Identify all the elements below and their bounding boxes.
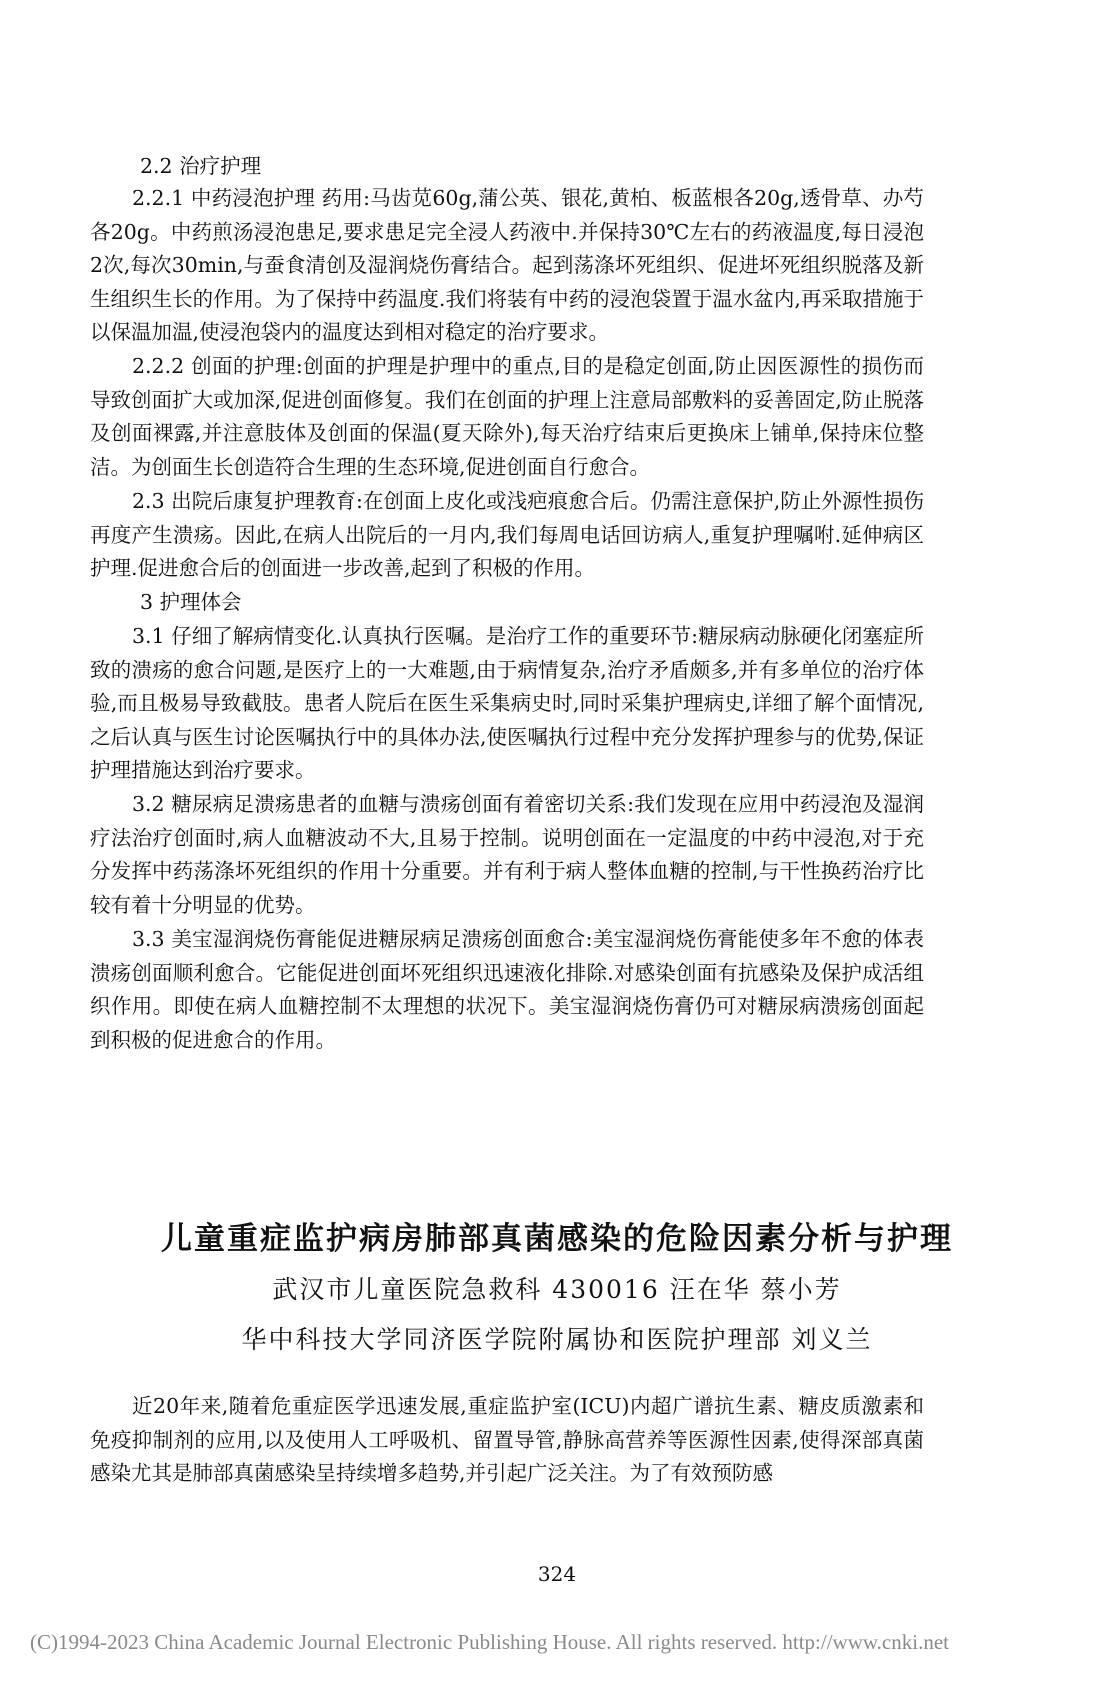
paragraph-3-1: 3.1 仔细了解病情变化.认真执行医嘱。是治疗工作的重要环节:糖尿病动脉硬化闭塞症所致的溃疡的愈合问题,是医疗上的一大难题,由于病情复杂,治疗矛盾颇多,并有多单位的治疗体验,而且极易导致截肢。患者人院后在医生采集病史时,同时采集护理病史,详细了解个面情况,之后认真与医生讨论医嘱执行中的具体办法,使医嘱执行过程中充分发挥护理参与的优势,保证护理措施达到治疗要求。 bbox=[90, 624, 924, 782]
section-heading-2-2: 2.2 治疗护理 bbox=[140, 154, 262, 178]
paragraph-2-3: 2.3 出院后康复护理教育:在创面上皮化或浅疤痕愈合后。仍需注意保护,防止外源性损伤再度产生溃疡。因此,在病人出院后的一月内,我们每周电话回访病人,重复护理嘱咐.延伸病区护理.促进愈合后的创面进一步改善,起到了积极的作用。 bbox=[90, 489, 924, 580]
paragraph-2-2-2: 2.2.2 创面的护理:创面的护理是护理中的重点,目的是稳定创面,防止因医源性的损伤而导致创面扩大或加深,促进创面修复。我们在创面的护理上注意局部敷料的妥善固定,防止脱落及创面裸露,并注意肢体及创面的保温(夏天除外),每天治疗结束后更换床上铺单,保持床位整洁。为创面生长创造符合生理的生态环境,促进创面自行愈合。 bbox=[90, 354, 924, 479]
article-title: 儿童重症监护病房肺部真菌感染的危险因素分析与护理 bbox=[161, 1221, 953, 1257]
copyright-footer: (C)1994-2023 China Academic Journal Electronic Publishing House. All rights reserved. http://www.cnki.net bbox=[30, 1630, 949, 1654]
page-number: 324 bbox=[537, 1562, 577, 1586]
author-line-2: 华中科技大学同济医学院附属协和医院护理部 刘义兰 bbox=[241, 1325, 873, 1354]
section-heading-3: 3 护理体会 bbox=[140, 590, 242, 614]
author-line-1: 武汉市儿童医院急救科 430016 汪在华 蔡小芳 bbox=[272, 1275, 842, 1304]
paragraph-3-2: 3.2 糖尿病足溃疡患者的血糖与溃疡创面有着密切关系:我们发现在应用中药浸泡及湿润疗法治疗创面时,病人血糖波动不大,且易于控制。说明创面在一定温度的中药中浸泡,对于充分发挥中药荡涤坏死组织的作用十分重要。并有利于病人整体血糖的控制,与干性换药治疗比较有着十分明显的优势。 bbox=[90, 792, 924, 917]
article-intro: 近20年来,随着危重症医学迅速发展,重症监护室(ICU)内超广谱抗生素、糖皮质激素和免疫抑制剂的应用,以及使用人工呼吸机、留置导管,静脉高营养等医源性因素,使得深部真菌感染尤其是肺部真菌感染呈持续增多趋势,并引起广泛关注。为了有效预防感 bbox=[90, 1394, 924, 1485]
paragraph-3-3: 3.3 美宝湿润烧伤膏能促进糖尿病足溃疡创面愈合:美宝湿润烧伤膏能使多年不愈的体表溃疡创面顺利愈合。它能促进创面坏死组织迅速液化排除.对感染创面有抗感染及保护成活组织作用。即使在病人血糖控制不太理想的状况下。美宝湿润烧伤膏仍可对糖尿病溃疡创面起到积极的促进愈合的作用。 bbox=[90, 927, 924, 1052]
paragraph-2-2-1: 2.2.1 中药浸泡护理 药用:马齿苋60g,蒲公英、银花,黄柏、板蓝根各20g,透骨草、办芍各20g。中药煎汤浸泡患足,要求患足完全浸人药液中.并保持30℃左右的药液温度,每日浸泡2次,每次30min,与蚕食清创及湿润烧伤膏结合。起到荡涤坏死组织、促进坏死组织脱落及新生组织生长的作用。为了保持中药温度.我们将装有中药的浸泡袋置于温水盆内,再采取措施于以保温加温,使浸泡袋内的温度达到相对稳定的治疗要求。 bbox=[90, 186, 924, 344]
